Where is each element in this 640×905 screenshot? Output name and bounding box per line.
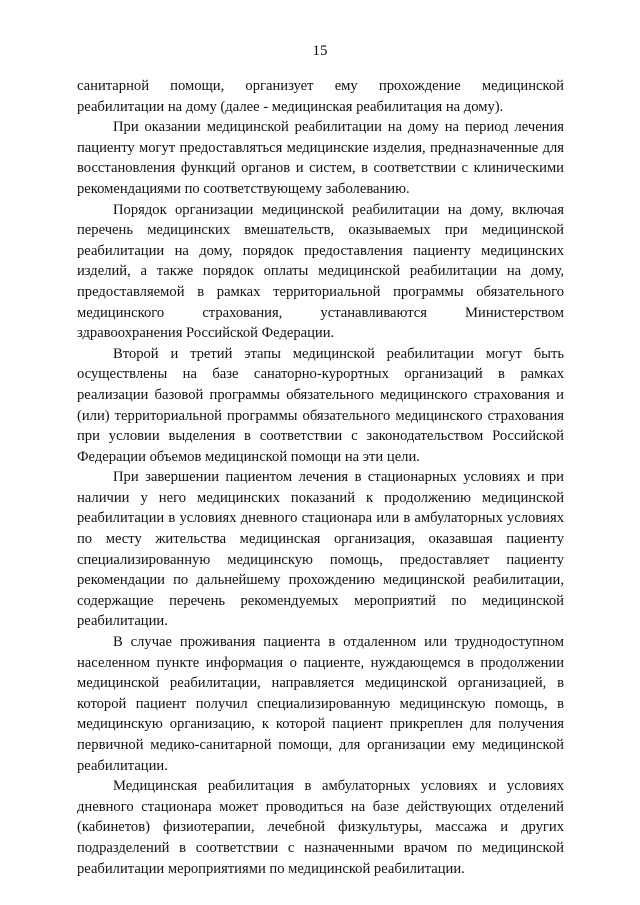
paragraph-remote-patients: В случае проживания пациента в отдаленном или труднодоступном населенном пункте информация о пациенте, нуждающемся в продолжении медицинской реабилитации, направляется медицинской организацией, в которой пациент получил специализированную медицинскую помощь, в медицинскую организацию, к которой пациент прикреплен для получения первичной медико-санитарной помощи, для организации ему медицинской реабилитации.	[77, 634, 564, 774]
page-number: 15	[312, 43, 328, 59]
paragraph-continuation: санитарной помощи, организует ему прохождение медицинской реабилитации на дому (далее - медицинская реабилитация на дому).	[77, 78, 564, 115]
paragraph-outpatient-rehab: Медицинская реабилитация в амбулаторных условиях и условиях дневного стационара может проводиться на базе действующих отделений (кабинетов) физиотерапии, лечебной физкультуры, массажа и других подразделений в соответствии с назначенными врачом по медицинской реабилитации мероприятиями по медицинской реабилитации.	[77, 778, 564, 877]
paragraph-home-rehab-procedure: Порядок организации медицинской реабилитации на дому, включая перечень медицинских вмешательств, оказываемых при медицинской реабилитации на дому, порядок предоставления пациенту медицинских изделий, а также порядок оплаты медицинской реабилитации на дому, предоставляемой в рамках территориальной программы обязательного медицинского страхования, устанавливаются Министерством здравоохранения Российской Федерации.	[77, 201, 564, 342]
paragraph-home-rehab-devices: При оказании медицинской реабилитации на дому на период лечения пациенту могут предоставляться медицинские изделия, предназначенные для восстановления функций органов и систем, в соответствии с клиническими рекомендациями по соответствующему заболеванию.	[77, 119, 564, 197]
paragraph-discharge-recommendations: При завершении пациентом лечения в стационарных условиях и при наличии у него медицинских показаний к продолжению медицинской реабилитации в условиях дневного стационара или в амбулаторных условиях по месту жительства медицинская организация, оказавшая пациенту специализированную медицинскую помощь, предоставляет пациенту рекомендации по дальнейшему прохождению медицинской реабилитации, содержащие перечень рекомендуемых мероприятий по медицинской реабилитации.	[77, 469, 564, 630]
paragraph-sanatorium-stages: Второй и третий этапы медицинской реабилитации могут быть осуществлены на базе санаторно-курортных организаций в рамках реализации базовой программы обязательного медицинского страхования и (или) территориальной программы обязательного медицинского страхования при условии выделения в соответствии с законодательством Российской Федерации объемов медицинской помощи на эти цели.	[77, 345, 564, 465]
document-body	[77, 76, 564, 879]
